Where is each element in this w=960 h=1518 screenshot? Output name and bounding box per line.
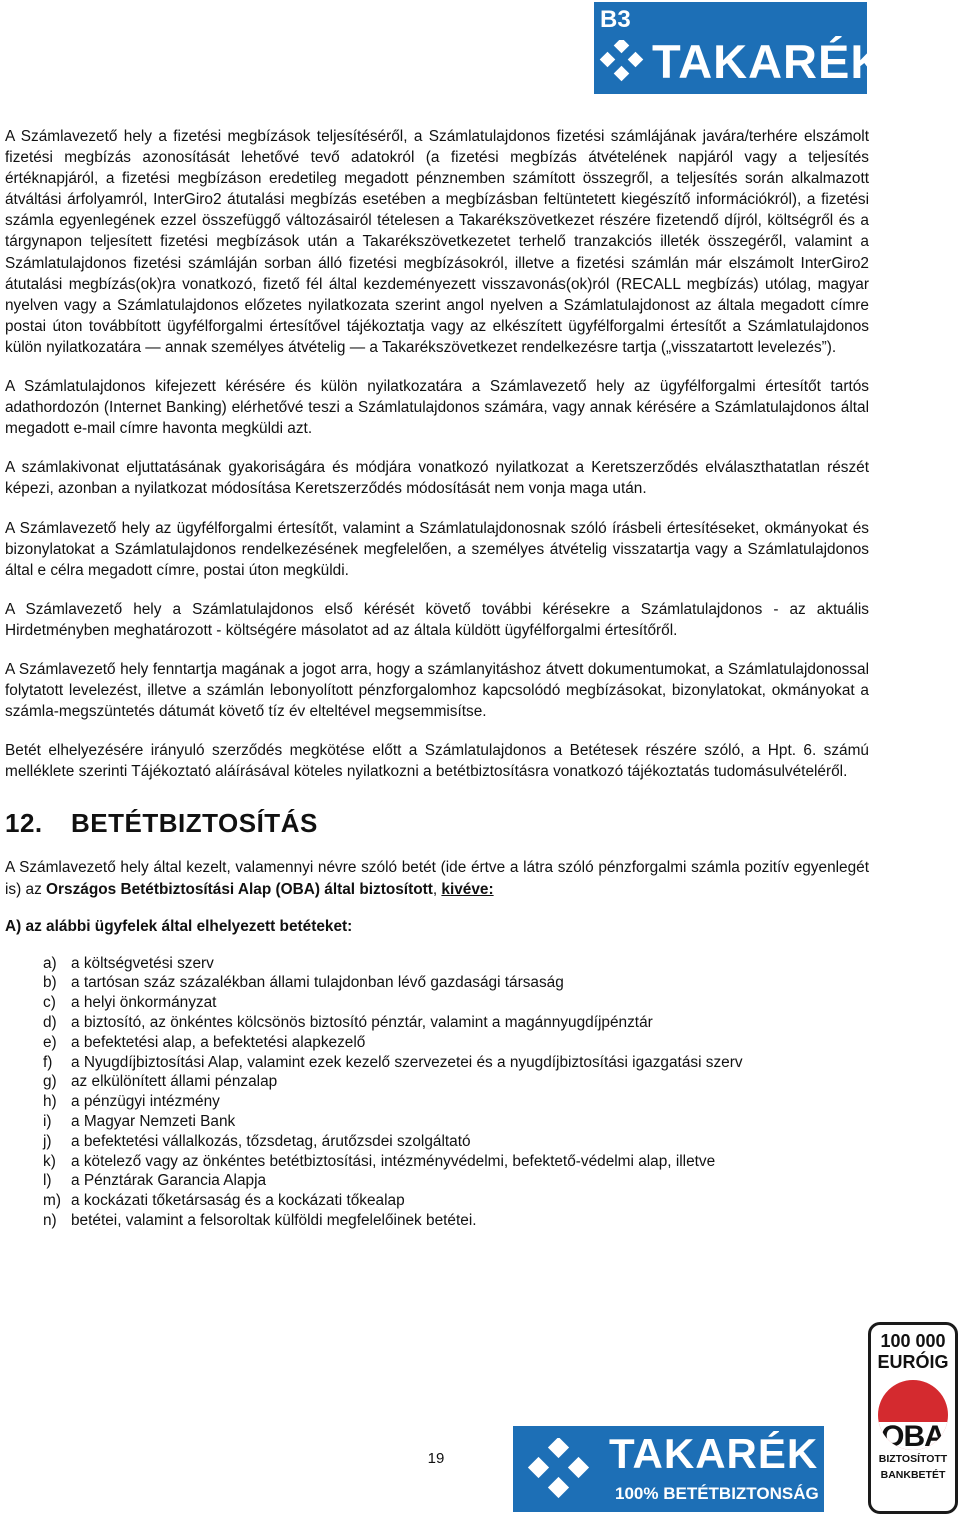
paragraph-6: A Számlavezető hely fenntartja magának a jogot arra, hogy a számlanyitáshoz átvett dokumentumokat, a Számlatulajdonossal folytatott levelezést, illetve a számlán lebonyolított pénzforgalomhoz kapcsolódó megbízásokat, bizonylatokat, okmányokat a számla-megszüntetés dátumát követő tíz év elteltével megsemmisítse. [5, 660, 869, 721]
list-marker: k) [43, 1152, 56, 1170]
oba-badge [868, 1322, 958, 1514]
list-item [43, 1112, 869, 1132]
list-item-text: a költségvetési szerv [71, 954, 214, 972]
takarek-logo-footer [513, 1426, 824, 1512]
paragraph-3: A számlakivonat eljuttatásának gyakoriságára és módjára vonatkozó nyilatkozat a Keretszerződés elválaszthatatlan részét képezi, azonban a nyilatkozat módosítása Keretszerződés módosítását nem vonja maga után. [5, 459, 869, 498]
oba-badge-currency: EURÓIG [877, 1352, 949, 1372]
list-item [43, 1072, 869, 1092]
list-item [43, 1211, 869, 1231]
oba-badge-line1: BIZTOSÍTOTT [878, 1453, 948, 1465]
list-item [43, 1013, 869, 1033]
section-title: BETÉTBIZTOSÍTÁS [71, 808, 318, 839]
list-item [43, 993, 869, 1013]
paragraph-7: Betét elhelyezésére irányuló szerződés megkötése előtt a Számlatulajdonos a Betétesek részére szóló, a Hpt. 6. számú melléklete szerinti Tájékoztató aláírásával köteles nyilatkozni a betétbiztosításra vonatkozó tájékoztatás tudomásulvételéről. [5, 742, 869, 781]
list-item [43, 954, 869, 974]
list-marker: c) [43, 994, 56, 1012]
list-item-text: a Magyar Nemzeti Bank [71, 1113, 236, 1130]
exclusion-list [5, 954, 869, 1231]
list-marker: i) [43, 1113, 52, 1130]
list-marker: g) [43, 1073, 57, 1091]
oba-emblem-icon [878, 1380, 948, 1450]
list-item [43, 1092, 869, 1112]
logo-wordmark: TAKARÉK [652, 35, 886, 88]
takarek-mark-icon [521, 1438, 597, 1500]
paragraph-5: A Számlavezető hely a Számlatulajdonos első kérését követő további kérésekre a Számlatulajdonos - az aktuális Hirdetményben meghatározott - költségére másolatot ad az általa küldött ügyfélforgalmi értesítőről. [5, 600, 869, 639]
logo-b3-label: B3 [600, 6, 631, 33]
list-marker: f) [43, 1053, 53, 1071]
list-marker: b) [43, 974, 57, 992]
list-marker: d) [43, 1014, 57, 1032]
intro-bold: Országos Betétbiztosítási Alap (OBA) által biztosított [46, 880, 433, 898]
paragraph-2: A Számlatulajdonos kifejezett kérésére és külön nyilatkozatára a Számlavezető hely az ügyfélforgalmi értesítőt tartós adathordozón (Internet Banking) elérhetővé teszi a Számlatulajdonos számára, vagy annak kérésére a Számlatulajdonos által megadott e-mail címre havonta megküldi azt. [5, 378, 869, 438]
list-marker: l) [43, 1172, 52, 1190]
list-item-text: a befektetési alap, a befektetési alapkezelő [71, 1033, 366, 1051]
list-item-text: a kötelező vagy az önkéntes betétbiztosítási, intézményvédelmi, befektető-védelmi alap, illetve [71, 1152, 716, 1170]
list-marker: j) [43, 1132, 52, 1150]
oba-badge-amount: 100 000 [880, 1331, 946, 1351]
list-item-text: a tartósan száz százalékban állami tulajdonban lévő gazdasági társaság [71, 974, 564, 992]
list-marker: m) [43, 1192, 61, 1210]
section-heading [5, 808, 869, 839]
list-item [43, 973, 869, 993]
section-intro [5, 857, 869, 899]
footer-logo-tagline: 100% BETÉTBIZTONSÁG [615, 1484, 819, 1503]
takarek-mark-icon [596, 40, 648, 82]
oba-badge-line2: BANKBETÉT [880, 1469, 946, 1481]
document-body [5, 126, 869, 1231]
intro-underlined: kivéve: [441, 880, 494, 898]
list-item-text: betétei, valamint a felsoroltak külföldi megfelelőinek betétei. [71, 1211, 477, 1229]
list-item [43, 1171, 869, 1191]
list-item [43, 1132, 869, 1152]
page-number: 19 [427, 1450, 445, 1467]
list-marker: e) [43, 1033, 57, 1051]
section-number: 12. [5, 808, 43, 839]
oba-badge-oba: OBA [878, 1422, 948, 1450]
list-subheading: A) az alábbi ügyfelek által elhelyezett betéteket: [5, 917, 353, 935]
list-item-text: a biztosító, az önkéntes kölcsönös biztosító pénztár, valamint a magánnyugdíjpénztár [71, 1014, 653, 1032]
footer-logo-wordmark: TAKARÉK [609, 1430, 819, 1477]
takarek-logo-header [594, 2, 886, 94]
paragraph-1: A Számlavezető hely a fizetési megbízások teljesítéséről, a Számlatulajdonos fizetési számlájának javára/terhére elszámolt fizetési megbízás azonosítását lehetővé tevő adatokról (a fizetési megbízás átvételének napjáról vagy a teljesítés értéknapjáról, a fizetési megbízáson eredetileg megadott pénznemben számított összegről, a teljesítés során alkalmazott átváltási árfolyamról, InterGiro2 átutalási megbízás esetében a megbízásban feltüntetett kiegészítő információkról), a fizetési számla egyenlegének ezzel összefüggő változásairól tételesen a Takarékszövetkezet részére fizetendő díjról, költségről és a tárgynapon teljesített fizetési megbízások után a Takarékszövetkezetet terhelő tranzakciós illeték összegéről, valamint a Számlatulajdonos fizetési számláján sorban álló fizetési megbízásokról, illetve a fizetési számlán már elszámolt InterGiro2 átutalási megbízás(ok)ra vonatkozó, fizető fél által kezdeményezett visszavonás(ok)ról (RECALL megbízás) utólag, magyar nyelven vagy a Számlatulajdonos előzetes nyilatkozata szerint angol nyelven a Számlatulajdonost az általa megadott címre postai úton továbbított ügyfélforgalmi értesítővel tájékoztatja vagy az elkészített ügyfélforgalmi értesítőt a Számlatulajdonos külön nyilatkozatára — annak személyes átvételig — a Takarékszövetkezet rendelkezésre tartja („visszatartott levelezés”). [5, 128, 869, 356]
list-item-text: a pénzügyi intézmény [71, 1093, 220, 1111]
list-item-text: a Pénztárak Garancia Alapja [71, 1172, 267, 1190]
list-item-text: a befektetési vállalkozás, tőzsdetag, árutőzsdei szolgáltató [71, 1132, 471, 1150]
intro-separator: , [432, 880, 442, 898]
list-marker: n) [43, 1211, 57, 1229]
list-item [43, 1191, 869, 1211]
list-item-text: a Nyugdíjbiztosítási Alap, valamint ezek kezelő szervezetei és a nyugdíjbiztosítási igazgatási szerv [71, 1053, 743, 1071]
list-marker: a) [43, 954, 57, 972]
list-item [43, 1053, 869, 1073]
intro-text: A Számlavezető hely által kezelt, valamennyi névre szóló betét (ide értve a látra szóló pénzforgalmi számla pozitív egyenlegét is) az [5, 859, 869, 898]
list-item-text: az elkülönített állami pénzalap [71, 1073, 278, 1091]
list-item [43, 1033, 869, 1053]
list-item-text: a kockázati tőketársaság és a kockázati tőkealap [71, 1192, 405, 1210]
paragraph-4: A Számlavezető hely az ügyfélforgalmi értesítőt, valamint a Számlatulajdonosnak szóló írásbeli értesítéseket, okmányokat és bizonylatokat a Számlatulajdonos rendelkezésének megfelelően, a személyes átvételig visszatartja vagy a Számlatulajdonos által e célra megadott címre, postai úton megküldi. [5, 519, 869, 579]
list-marker: h) [43, 1093, 57, 1111]
list-item-text: a helyi önkormányzat [71, 994, 217, 1012]
list-item [43, 1152, 869, 1172]
